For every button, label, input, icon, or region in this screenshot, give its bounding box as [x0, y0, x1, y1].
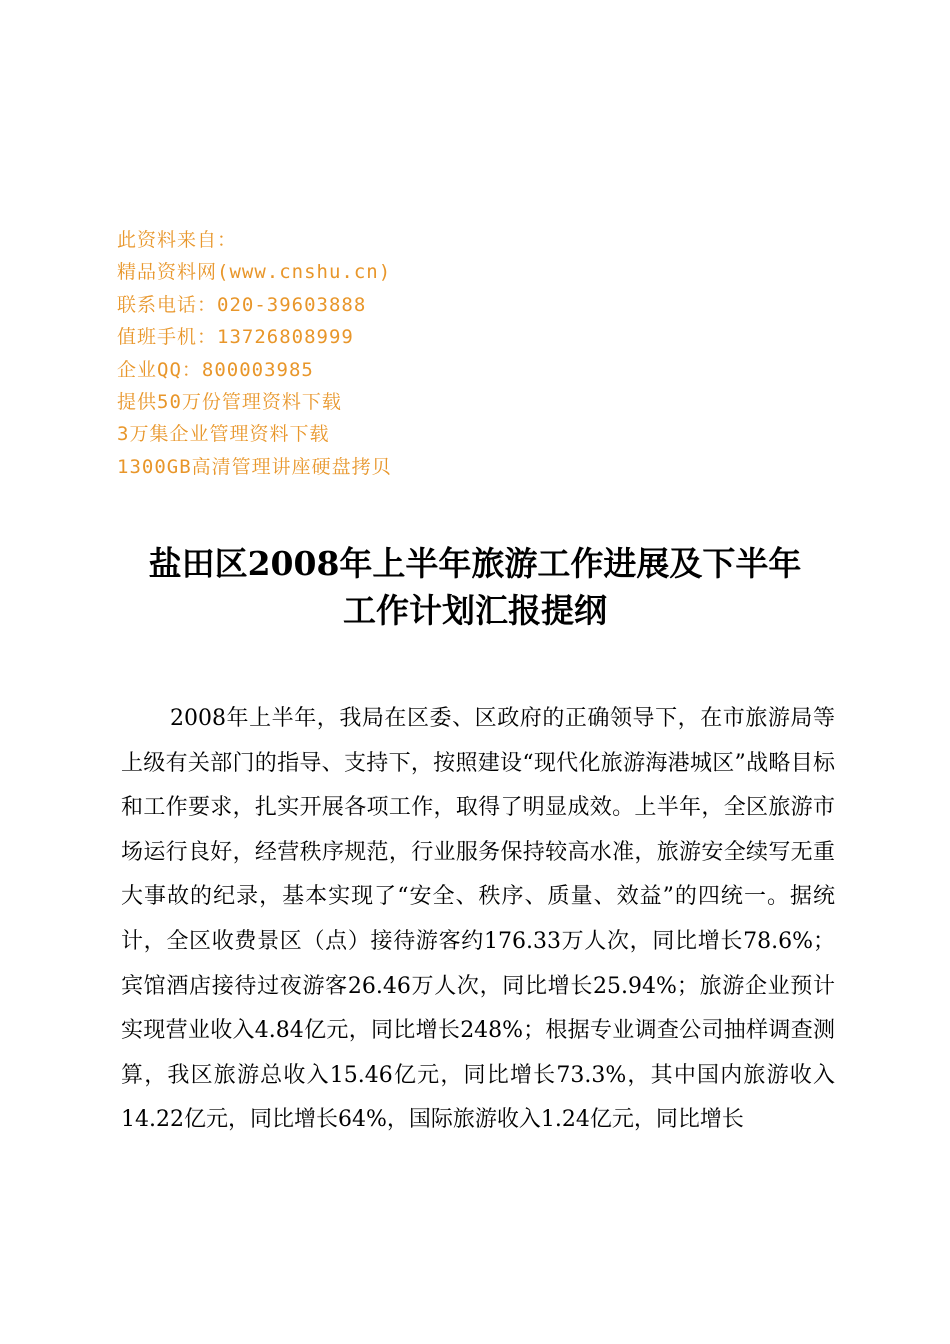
source-website: 精品资料网(www.cnshu.cn) — [117, 261, 392, 284]
body-paragraph: 2008年上半年，我局在区委、区政府的正确领导下，在市旅游局等上级有关部门的指导、支持下，按照建设“现代化旅游海港城区”战略目标和工作要求，扎实开展各项工作，取得了明显成效。上半年，全区旅游市场运行良好，经营秩序规范，行业服务保持较高水准，旅游安全续写无重大事故的纪录，基本实现了“安全、秩序、质量、效益”的四统一。据统计，全区收费景区（点）接待游客约176.33万人次，同比增长78.6%；宾馆酒店接待过夜游客26.46万人次，同比增长25.94%；旅游企业预计实现营业收入4.84亿元，同比增长248%；根据专业调查公司抽样调查测算，我区旅游总收入15.46亿元，同比增长73.3%，其中国内旅游收入14.22亿元，同比增长64%，国际旅游收入1.24亿元，同比增长 — [121, 706, 835, 1133]
source-offer-1: 提供50万份管理资料下载 — [117, 391, 342, 414]
source-offer-3: 1300GB高清管理讲座硬盘拷贝 — [117, 455, 392, 478]
source-mobile: 值班手机：13726808999 — [117, 326, 354, 349]
title-line-1: 盐田区2008年上半年旅游工作进展及下半年 — [148, 544, 802, 583]
source-offer-2: 3万集企业管理资料下载 — [117, 423, 330, 446]
source-heading: 此资料来自： — [117, 229, 238, 251]
title-line-2: 工作计划汇报提纲 — [343, 591, 607, 630]
source-phone: 联系电话：020-39603888 — [117, 293, 367, 316]
source-qq: 企业QQ：800003985 — [117, 358, 314, 381]
source-info-block — [117, 224, 717, 483]
document-title — [100, 540, 850, 634]
